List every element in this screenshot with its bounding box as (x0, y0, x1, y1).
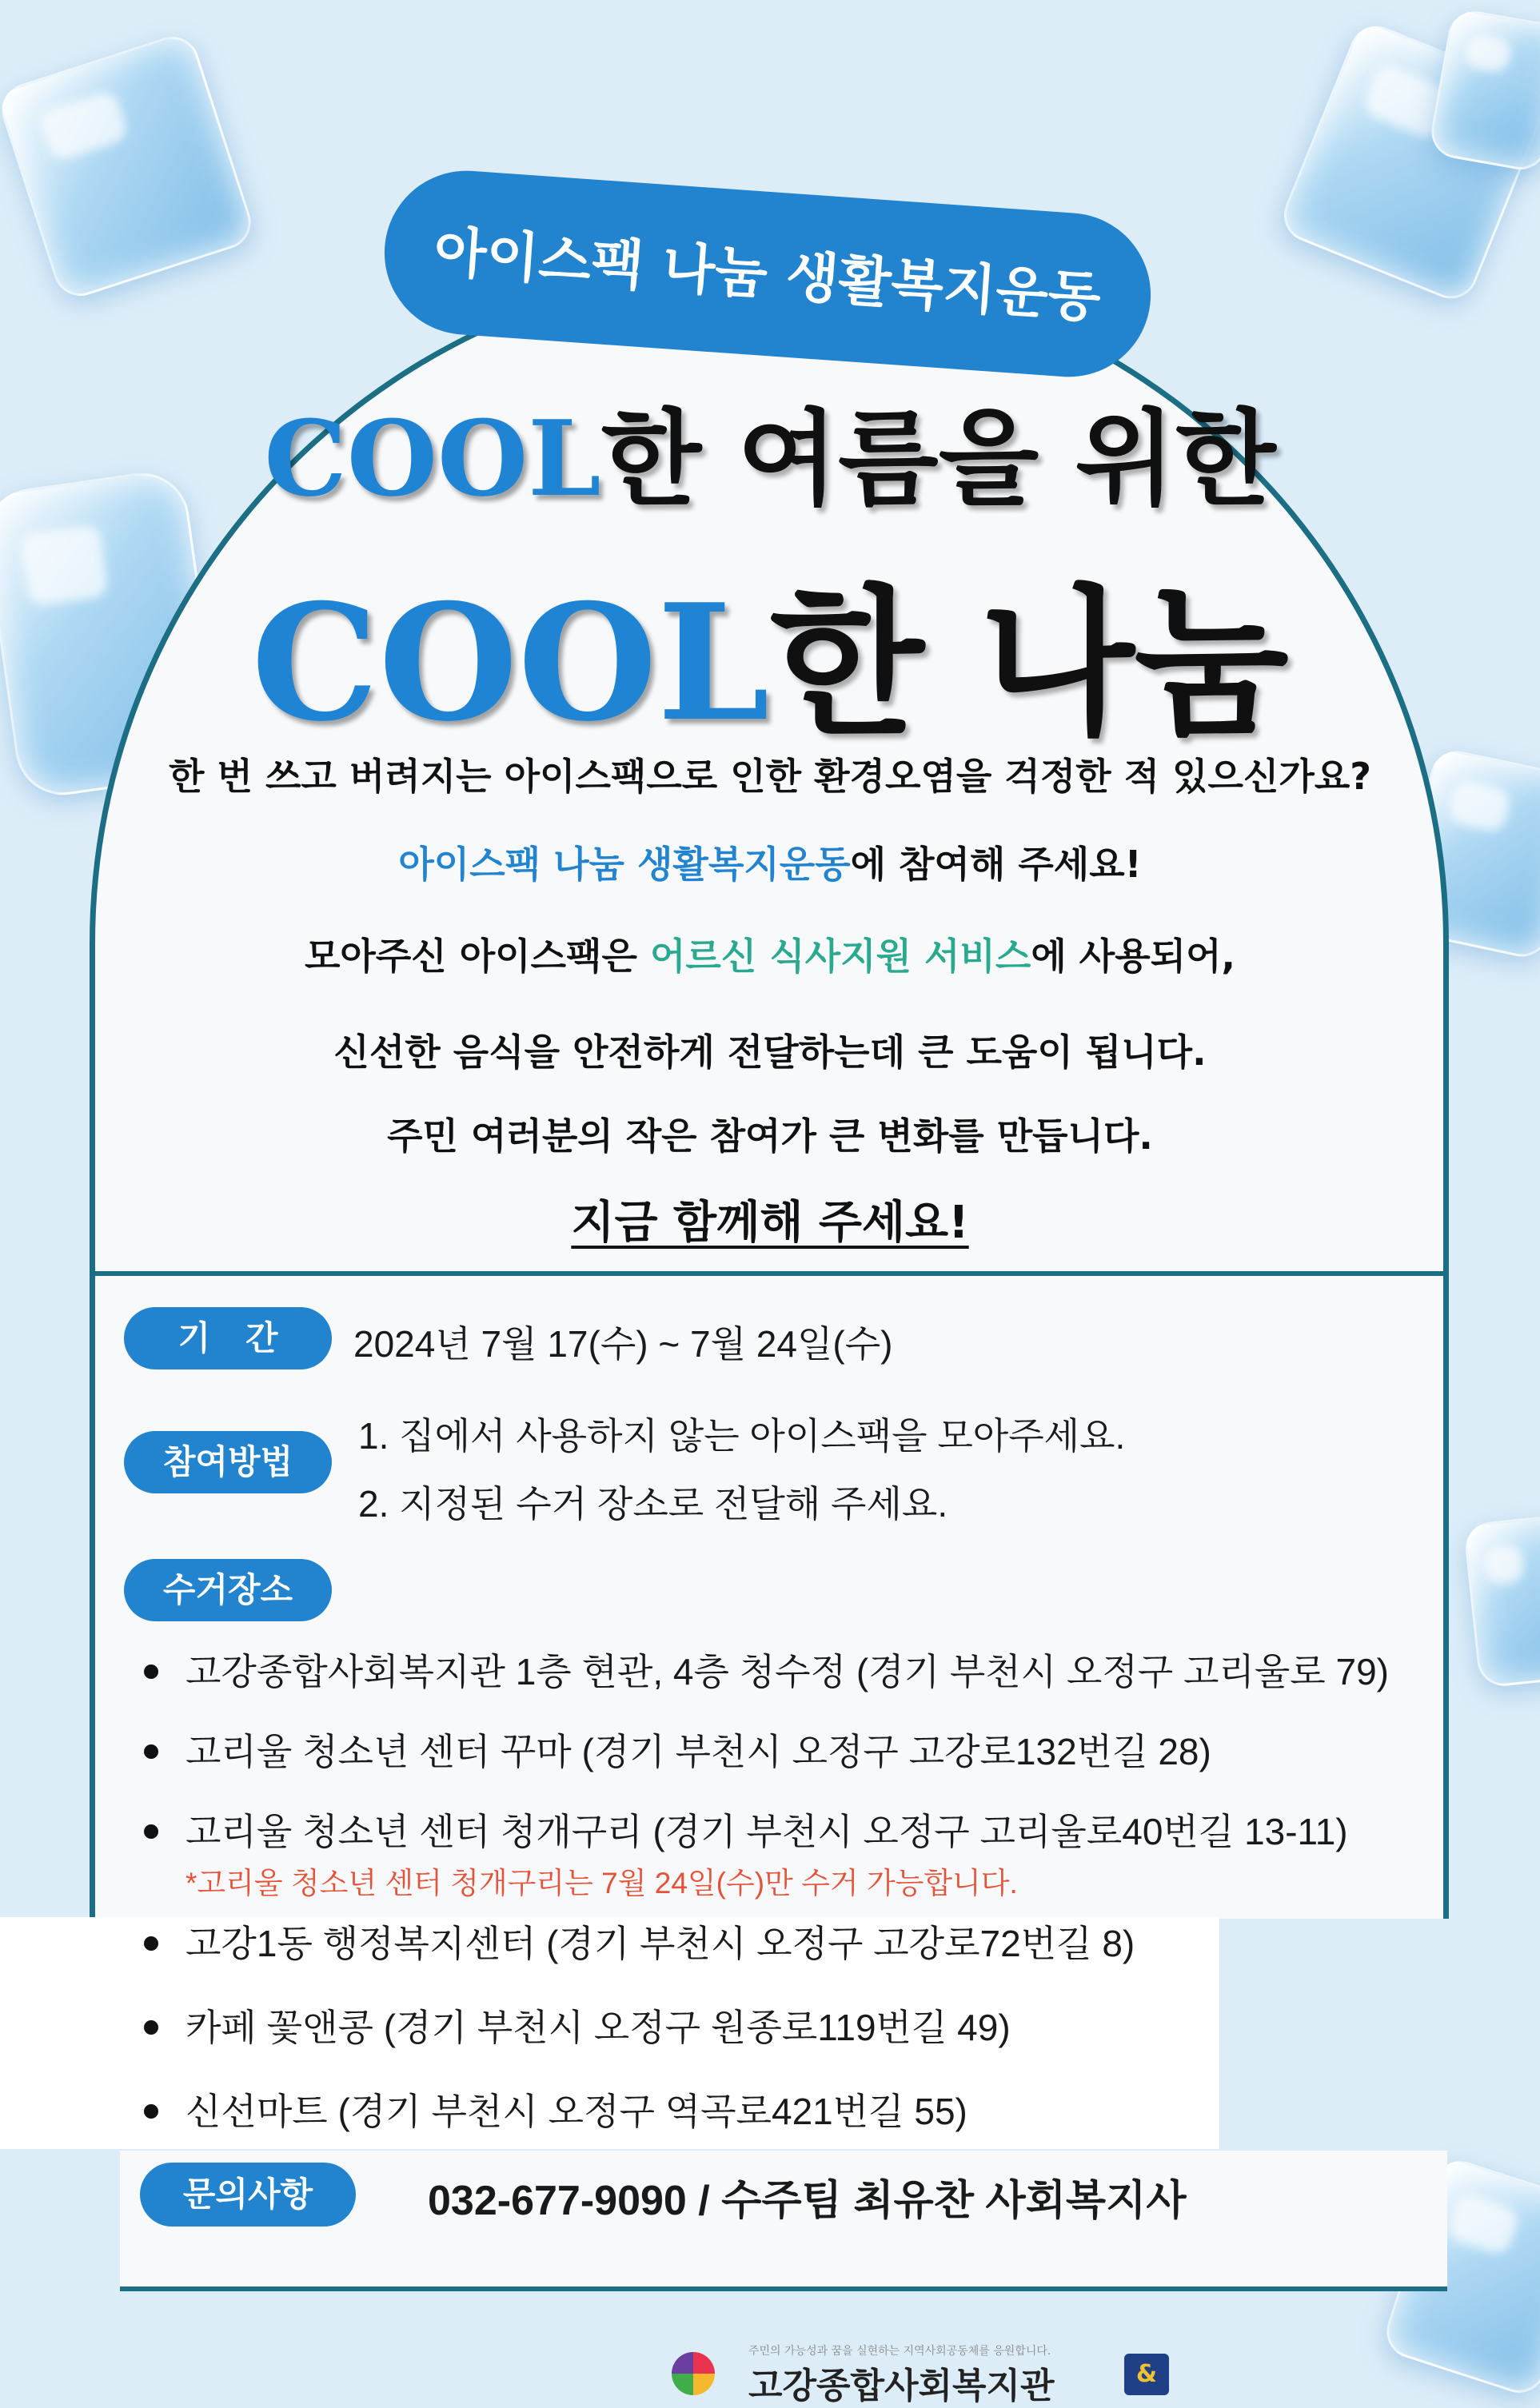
headline-cool-word: COOL (251, 569, 770, 757)
locations-label: 수거장소 (124, 1559, 332, 1621)
section-divider (120, 2286, 1447, 2291)
ice-cube-icon (1463, 1514, 1540, 1688)
organization-name: 고강종합사회복지관 (748, 2366, 1055, 2406)
intro-text: 모아주신 아이스팩은 (304, 935, 650, 978)
location-item (144, 2083, 967, 2135)
bullet-icon (144, 1936, 158, 1951)
call-to-action-text: 지금 함께해 주세요! (571, 1197, 969, 1249)
call-to-action (0, 1187, 1540, 1251)
section-divider (90, 1271, 1449, 1276)
campaign-highlight: 아이스팩 나눔 생활복지운동 (398, 843, 851, 886)
method-label: 참여방법 (124, 1431, 332, 1493)
intro-line-4: 신선한 음식을 안전하게 전달하는데 큰 도움이 됩니다. (333, 1031, 1207, 1074)
organization-badge-icon: & (1124, 2354, 1169, 2395)
intro-line-1: 한 번 쓰고 버려지는 아이스팩으로 인한 환경오염을 걱정한 적 있으신가요? (169, 755, 1371, 798)
location-text: 고강종합사회복지관 1층 현관, 4층 청수정 (경기 부천시 오정구 고리울로 79) (186, 1651, 1389, 1692)
location-item (144, 1999, 1011, 2051)
bullet-icon (144, 1664, 158, 1679)
location-item (144, 1803, 1348, 1856)
location-item (144, 1915, 1135, 1967)
location-item (144, 1723, 1211, 1776)
logo-tagline: 주민의 가능성과 꿈을 실현하는 지역사회공동체를 응원합니다. (748, 2345, 1051, 2358)
contact-info: 032-677-9090 / 수주팀 최유찬 사회복지사 (428, 2178, 1187, 2224)
intro-line-2 (0, 835, 1540, 888)
location-text: 고강1동 행정복지센터 (경기 부천시 오정구 고강로72번길 8) (186, 1923, 1135, 1964)
period-label: 기 간 (124, 1307, 332, 1369)
contact-label: 문의사항 (140, 2163, 356, 2227)
headline-line-2 (0, 536, 1540, 765)
ice-cube-icon (1427, 7, 1540, 174)
ice-cube-icon (0, 30, 257, 303)
location-text: 고리울 청소년 센터 청개구리 (경기 부천시 오정구 고리울로40번길 13-11) (186, 1811, 1348, 1852)
location-text: 고리울 청소년 센터 꾸마 (경기 부천시 오정구 고강로132번길 28) (186, 1731, 1211, 1772)
intro-text: 에 사용되어, (1031, 935, 1236, 978)
location-item (144, 1643, 1389, 1696)
community-welfare-logo-icon (672, 2352, 715, 2395)
headline-text: 한 여름을 위한 (600, 398, 1276, 520)
location-text: 카페 꽃앤콩 (경기 부천시 오정구 원종로119번길 49) (186, 2007, 1011, 2048)
headline-cool-word: COOL (264, 397, 601, 520)
organization-logo (672, 2342, 1183, 2406)
bullet-icon (144, 1824, 158, 1839)
bullet-icon (144, 1744, 158, 1759)
intro-text: 에 참여해 주세요! (850, 843, 1142, 886)
method-step-1: 1. 집에서 사용하지 않는 아이스팩을 모아주세요. (358, 1415, 1126, 1457)
location-text: 신선마트 (경기 부천시 오정구 역곡로421번길 55) (186, 2091, 967, 2132)
campaign-title: 아이스팩 나눔 생활복지운동 (432, 220, 1103, 331)
bullet-icon (144, 2104, 158, 2119)
headline-text: 한 나눔 (769, 571, 1289, 757)
bullet-icon (144, 2020, 158, 2035)
period-value: 2024년 7월 17(수) ~ 7월 24일(수) (353, 1323, 893, 1365)
intro-line-3 (0, 927, 1540, 980)
service-highlight: 어르신 식사지원 서비스 (649, 935, 1031, 978)
method-step-2: 2. 지정된 수거 장소로 전달해 주세요. (358, 1483, 948, 1525)
headline-line-1 (0, 376, 1540, 525)
intro-line-5: 주민 여러분의 작은 참여가 큰 변화를 만듭니다. (387, 1114, 1153, 1158)
pickup-note: *고리울 청소년 센터 청개구리는 7월 24일(수)만 수거 가능합니다. (186, 1867, 1018, 1900)
